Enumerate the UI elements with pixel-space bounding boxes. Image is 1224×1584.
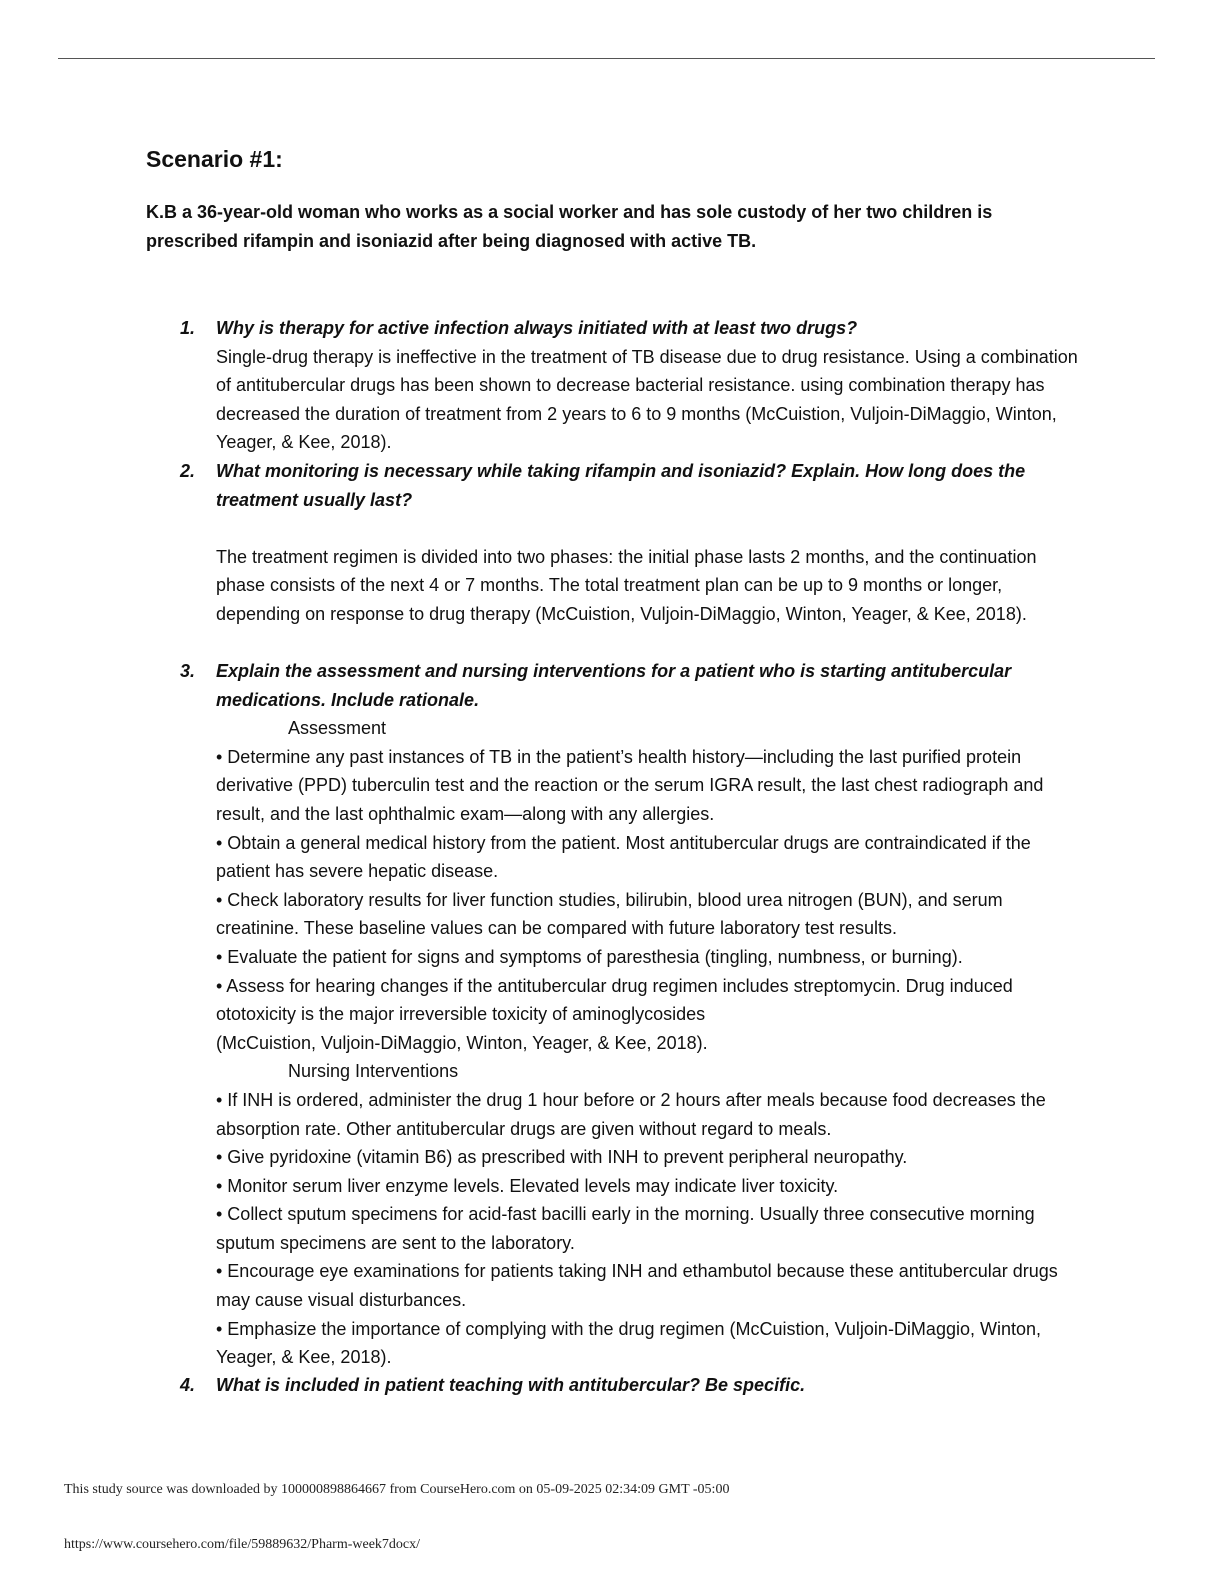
answer-text: The treatment regimen is divided into two phases: the initial phase lasts 2 months, and the continuation phase consists of the next 4 or 7 months. The total treatment plan can be up to 9 months or longer, depending on response to drug therapy (McCuistion, Vuljoin-DiMaggio, Winton, Yeager, & Kee, 2018). bbox=[216, 546, 1037, 624]
question-text: Why is therapy for active infection always initiated with at least two drugs? bbox=[216, 318, 858, 338]
source-url[interactable]: https://www.coursehero.com/file/59889632/Pharm-week7docx/ bbox=[64, 1537, 421, 1552]
intervention-item: • Collect sputum specimens for acid-fast bacilli early in the morning. Usually three consecutive morning sputum specimens are sent to the laboratory. bbox=[216, 1204, 1035, 1253]
interventions-heading: Nursing Interventions bbox=[288, 1061, 459, 1082]
download-notice: This study source was downloaded by 100000898864667 from CourseHero.com on 05-09-2025 02:34:09 GMT -05:00 bbox=[64, 1482, 730, 1497]
intervention-item: • Emphasize the importance of complying with the drug regimen (McCuistion, Vuljoin-DiMaggio, Winton, Yeager, & Kee, 2018). bbox=[216, 1318, 1041, 1368]
assessment-heading: Assessment bbox=[288, 718, 387, 739]
answer-text: Single-drug therapy is ineffective in the treatment of TB disease due to drug resistance. Using a combination of antitubercular drugs has been shown to decrease bacterial resistance. using combination therapy has decreased the duration of treatment from 2 years to 6 to 9 months (McCuistion, Vuljoin-DiMaggio, Winton, Yeager, & Kee, 2018). bbox=[216, 346, 1078, 453]
intervention-item: • Encourage eye examinations for patients taking INH and ethambutol because these antitubercular drugs may cause visual disturbances. bbox=[216, 1261, 1058, 1311]
question-text: Explain the assessment and nursing interventions for a patient who is starting antitubercular medications. Include rationale. bbox=[216, 661, 1012, 710]
intervention-item: • Monitor serum liver enzyme levels. Elevated levels may indicate liver toxicity. bbox=[216, 1175, 839, 1196]
assessment-item: • Check laboratory results for liver function studies, bilirubin, blood urea nitrogen (BUN), and serum creatinine. These baseline values can be compared with future laboratory test results. bbox=[216, 889, 1003, 939]
assessment-citation: (McCuistion, Vuljoin-DiMaggio, Winton, Yeager, & Kee, 2018). bbox=[216, 1032, 708, 1053]
question-number: 4. bbox=[180, 1375, 196, 1395]
question-number: 2. bbox=[180, 461, 196, 481]
question-number: 1. bbox=[180, 318, 196, 338]
assessment-item: • Evaluate the patient for signs and symptoms of paresthesia (tingling, numbness, or burning). bbox=[216, 946, 963, 967]
intervention-item: • Give pyridoxine (vitamin B6) as prescribed with INH to prevent peripheral neuropathy. bbox=[216, 1147, 908, 1168]
assessment-item: • Assess for hearing changes if the antitubercular drug regimen includes streptomycin. Drug induced ototoxicity is the major irreversible toxicity of aminoglycosides bbox=[216, 975, 1013, 1025]
scenario-heading: Scenario #1: bbox=[146, 146, 283, 172]
question-text: What monitoring is necessary while taking rifampin and isoniazid? Explain. How long does the treatment usually last? bbox=[216, 461, 1026, 510]
assessment-item: • Determine any past instances of TB in the patient’s health history—including the last purified protein derivative (PPD) tuberculin test and the reaction or the serum IGRA result, the last chest radiograph and result, and the last ophthalmic exam—along with any allergies. bbox=[216, 746, 1044, 824]
assessment-item: • Obtain a general medical history from the patient. Most antitubercular drugs are contraindicated if the patient has severe hepatic disease. bbox=[216, 832, 1031, 882]
scenario-intro: K.B a 36-year-old woman who works as a social worker and has sole custody of her two children is prescribed rifampin and isoniazid after being diagnosed with active TB. bbox=[146, 202, 993, 251]
question-text: What is included in patient teaching with antitubercular? Be specific. bbox=[216, 1375, 806, 1395]
top-divider bbox=[58, 58, 1155, 59]
intervention-item: • If INH is ordered, administer the drug 1 hour before or 2 hours after meals because food decreases the absorption rate. Other antitubercular drugs are given without regard to meals. bbox=[216, 1089, 1046, 1139]
question-number: 3. bbox=[180, 661, 196, 681]
